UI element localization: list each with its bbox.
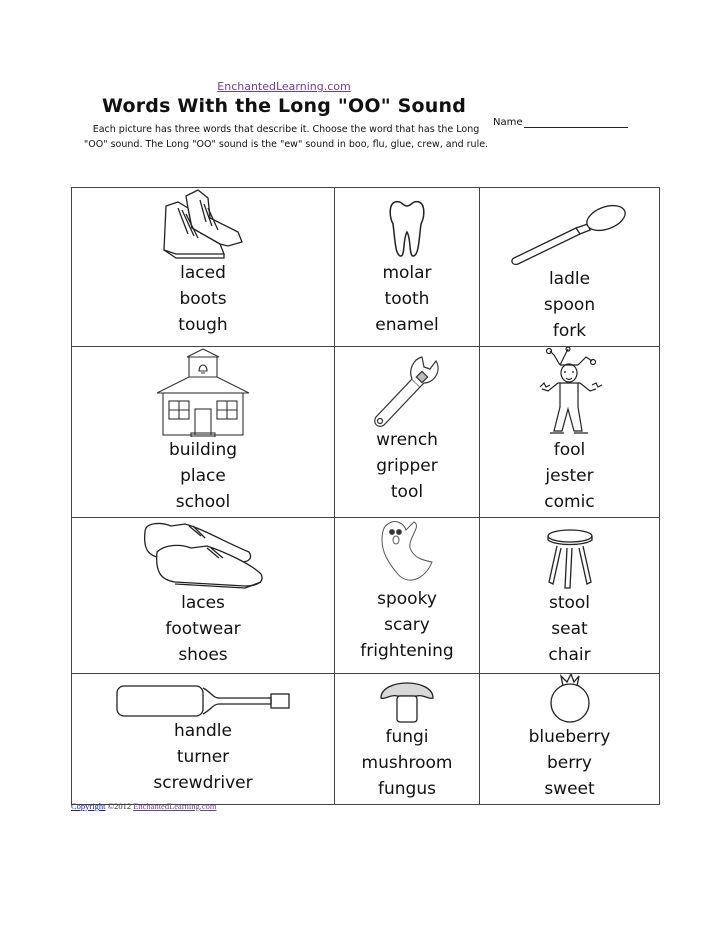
boots-icon: [158, 188, 248, 260]
grid-cell: [480, 674, 660, 805]
word-option: blueberry: [528, 727, 611, 747]
screwdriver-icon: [115, 684, 291, 718]
word-option: laced: [180, 263, 226, 283]
word-option: ladle: [548, 269, 591, 289]
word-option: gripper: [376, 456, 438, 476]
word-option: mushroom: [361, 753, 453, 773]
word-option: shoes: [178, 645, 228, 665]
instructions: Each picture has three words that describe it. Choose the word that has the Long "OO" sound. The Long "OO" sound is the "ew" sound in boo, flu, glue, crew, and rule.: [83, 124, 489, 150]
grid-cell: [72, 518, 335, 674]
word-option: place: [180, 466, 226, 486]
schoolhouse-icon: [155, 347, 251, 437]
word-option: fungi: [385, 727, 429, 747]
mushroom-icon: [379, 674, 435, 724]
name-label: Name: [493, 117, 523, 128]
word-option: fork: [552, 321, 587, 341]
word-option: sweet: [544, 779, 595, 799]
word-option: fungus: [378, 779, 436, 799]
word-option: footwear: [165, 619, 241, 639]
word-option: wrench: [376, 430, 438, 450]
copyright-footer: [71, 801, 217, 811]
wrench-icon: [372, 353, 442, 427]
word-option: stool: [548, 593, 591, 613]
page-title: Words With the Long "OO" Sound: [101, 95, 467, 117]
stool-icon: [545, 528, 595, 590]
word-option: spoon: [543, 295, 596, 315]
word-option: molar: [382, 263, 432, 283]
word-option: fool: [553, 440, 586, 460]
word-option: berry: [547, 753, 592, 773]
word-option: scary: [384, 615, 430, 635]
spoon-icon: [510, 202, 630, 266]
enchantedlearning-link[interactable]: EnchantedLearning.com: [217, 80, 351, 93]
copyright-link[interactable]: Copyright: [71, 801, 106, 811]
footer-site-link[interactable]: EnchantedLearning.com: [133, 801, 217, 811]
grid-cell: [335, 674, 480, 805]
grid-cell: [72, 188, 335, 347]
word-option: boots: [179, 289, 227, 309]
name-field[interactable]: [493, 117, 628, 128]
grid-cell: [480, 188, 660, 347]
word-picture-grid: [71, 187, 660, 805]
ghost-icon: [378, 518, 436, 586]
grid-cell: [72, 347, 335, 518]
blueberry-icon: [547, 674, 593, 724]
site-link-header: [0, 80, 568, 93]
word-option: turner: [176, 747, 230, 767]
word-option: handle: [174, 721, 232, 741]
word-option: frightening: [360, 641, 454, 661]
grid-cell: [480, 347, 660, 518]
word-option: building: [168, 440, 238, 460]
grid-cell: [335, 188, 480, 347]
copyright-year: ©2012: [107, 801, 132, 811]
word-option: seat: [551, 619, 588, 639]
grid-cell: [72, 674, 335, 805]
grid-cell: [480, 518, 660, 674]
word-option: tooth: [384, 289, 430, 309]
shoes-icon: [141, 518, 265, 590]
grid-cell: [335, 347, 480, 518]
name-blank-line[interactable]: [524, 117, 628, 128]
word-option: screwdriver: [153, 773, 253, 793]
grid-cell: [335, 518, 480, 674]
word-option: spooky: [377, 589, 437, 609]
word-option: jester: [545, 466, 594, 486]
word-option: comic: [544, 492, 595, 512]
word-option: chair: [548, 645, 591, 665]
word-option: tool: [390, 482, 424, 502]
word-option: enamel: [375, 315, 439, 335]
word-option: laces: [181, 593, 225, 613]
word-option: tough: [178, 315, 228, 335]
jester-icon: [534, 347, 606, 437]
tooth-icon: [387, 198, 427, 260]
word-option: school: [175, 492, 231, 512]
